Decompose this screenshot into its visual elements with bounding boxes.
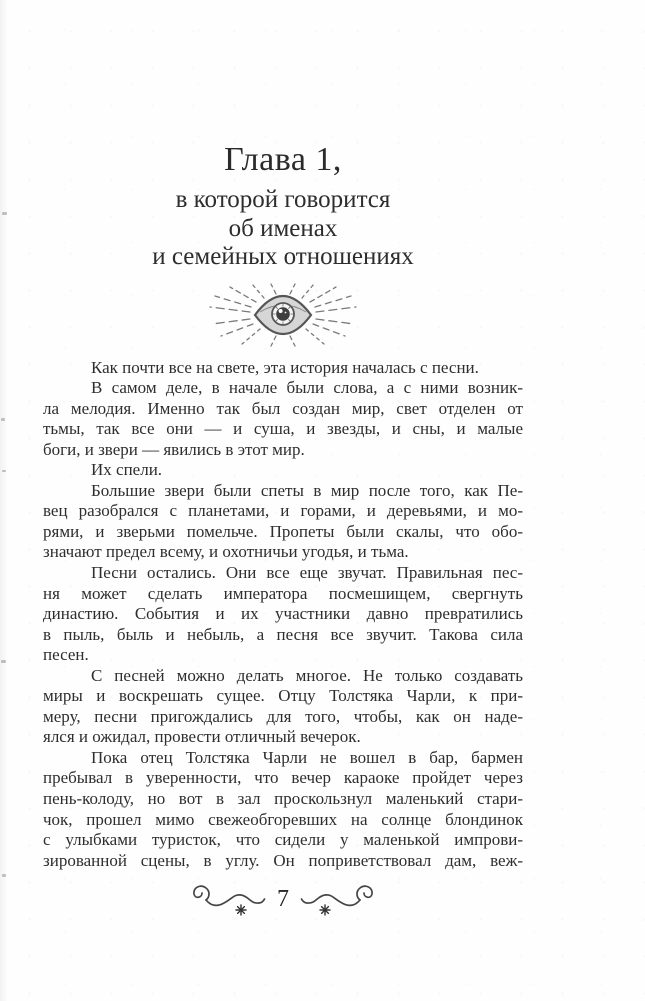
text-line: ялся и ожидал, провести отличный вечерок. — [43, 727, 361, 747]
body-text — [43, 358, 523, 872]
scan-speck — [1, 660, 6, 663]
scan-speck — [1, 418, 5, 421]
text-line: чок, прошел мимо свежеобгоревших на солнце блондинок — [43, 809, 523, 829]
text-line: миры и воскрешать сущее. Отцу Толстяка Чарли, к при- — [43, 686, 523, 706]
text-line: в пыль, быль и небыль, а песня все звучит. Такова сила — [43, 624, 523, 644]
chapter-subtitle-line: и семейных отношениях — [152, 243, 414, 270]
text-line: династию. События и их участники давно превратились — [43, 604, 523, 624]
text-line: тьмы, так все они — и суша, и звезды, и сны, и малые — [43, 419, 523, 439]
text-line: пень-колоду, но вот в зал проскользнул маленький стари- — [43, 788, 523, 808]
text-line: значают предел всему, и охотничьи угодья, и тьма. — [43, 542, 409, 562]
page-content — [43, 0, 523, 916]
text-line: меру, песни пригождались для того, чтобы, как он наде- — [43, 706, 523, 726]
scan-speck — [2, 874, 6, 877]
text-line: боги, и звери — явились в этот мир. — [43, 439, 305, 459]
scan-speck — [2, 212, 7, 215]
text-line: зированной сцены, в углу. Он поприветствовал дам, веж- — [43, 850, 523, 870]
page-number: 7 — [277, 886, 289, 913]
text-line: рями, и зверьми помельче. Пропеты были скалы, что обо- — [43, 521, 523, 541]
text-line: Песни остались. Они все еще звучат. Правильная пес- — [91, 562, 523, 582]
text-line: ла мелодия. Именно так был создан мир, свет отделен от — [43, 398, 523, 418]
text-line: В самом деле, в начале были слова, а с ними возник- — [91, 378, 523, 398]
text-line: Их спели. — [91, 460, 163, 480]
chapter-subtitle-line: в которой говорится — [175, 186, 391, 213]
chapter-subtitle-line: об именах — [228, 214, 338, 242]
text-line: Большие звери были спеты в мир после того, как Пе- — [91, 480, 523, 500]
text-line: С песней можно делать многое. Не только создавать — [91, 665, 523, 685]
flourish-right-icon — [299, 882, 377, 916]
page-footer — [43, 882, 523, 916]
eye-ornament-icon — [43, 281, 523, 349]
chapter-title: Глава 1, — [224, 141, 342, 178]
text-line: Как почти все на свете, эта история началась с песни. — [91, 357, 479, 377]
scan-speck — [2, 470, 6, 472]
text-line: с улыбками туристок, что сидели у маленькой импрови- — [43, 830, 523, 850]
chapter-subtitle — [43, 186, 523, 272]
text-line: Пока отец Толстяка Чарли не вошел в бар, бармен — [91, 747, 523, 767]
text-line: ня может сделать императора посмешищем, свергнуть — [43, 583, 523, 603]
text-line: вец разобрался с планетами, и горами, и деревьями, и мо- — [43, 501, 523, 521]
text-line: песен. — [43, 645, 89, 665]
flourish-left-icon — [189, 882, 267, 916]
text-line: пребывал в уверенности, что вечер караоке пройдет через — [43, 768, 523, 788]
